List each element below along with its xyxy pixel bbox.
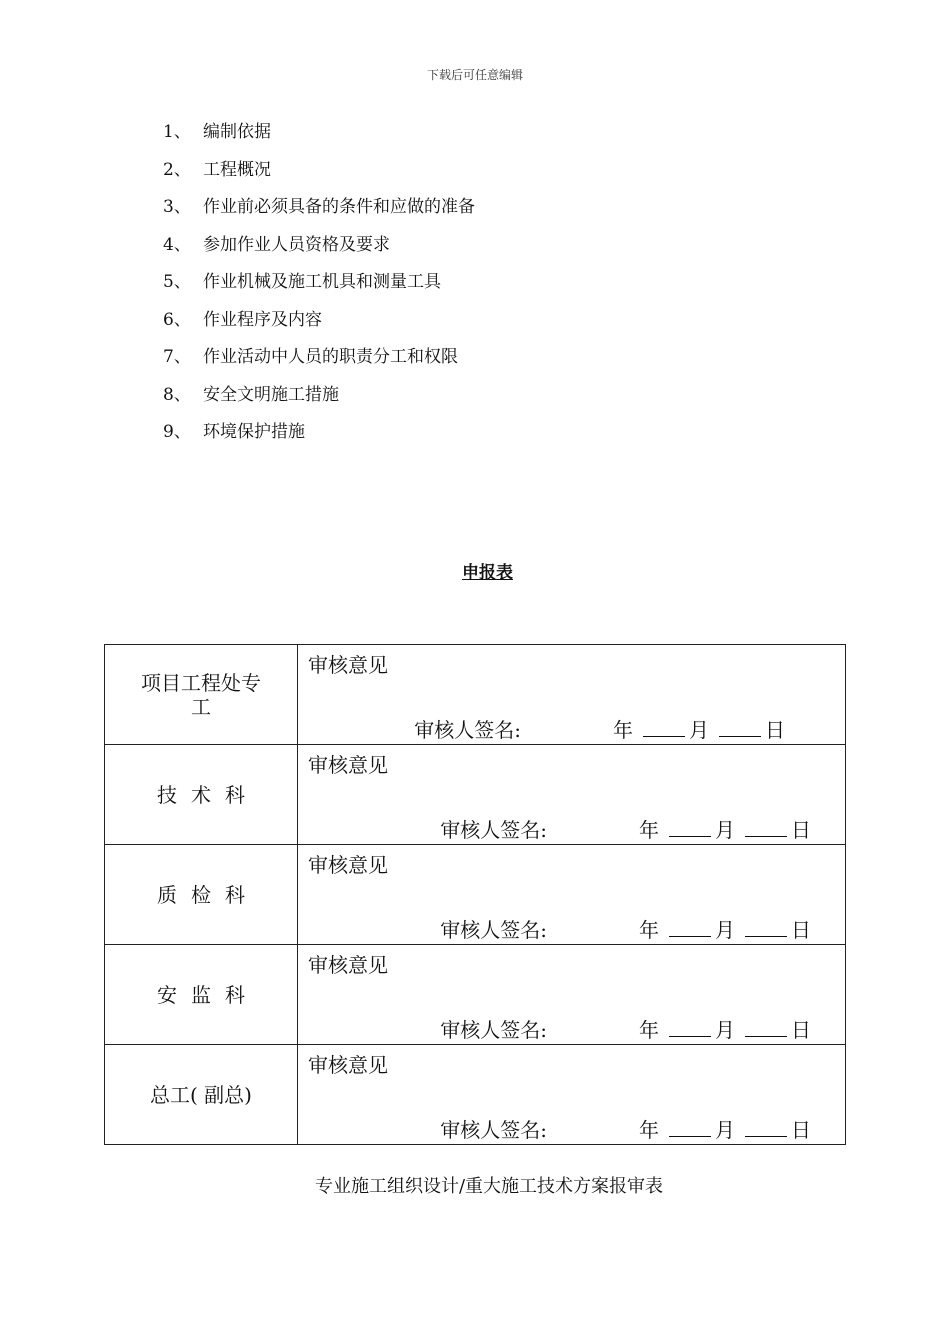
- opinion-label: 审核意见: [308, 1053, 388, 1077]
- day-blank[interactable]: [719, 722, 761, 737]
- table-row: [105, 845, 846, 945]
- review-cell[interactable]: [298, 1045, 846, 1145]
- day-blank[interactable]: [745, 822, 787, 837]
- toc-item: 4、 参加作业人员资格及要求: [163, 234, 390, 255]
- dept-label: 安监科: [157, 982, 259, 1007]
- day-blank[interactable]: [745, 1022, 787, 1037]
- opinion-label: 审核意见: [308, 653, 388, 677]
- opinion-label: 审核意见: [308, 753, 388, 777]
- dept-label: 总工( 副总): [150, 1082, 252, 1107]
- opinion-label: 审核意见: [308, 953, 388, 977]
- dept-cell: [105, 945, 298, 1045]
- signature-line: 审核人签名: 年 月 日: [440, 1018, 811, 1042]
- review-cell[interactable]: [298, 745, 846, 845]
- form-caption: 专业施工组织设计/重大施工技术方案报审表: [314, 1176, 664, 1197]
- toc-item: 7、 作业活动中人员的职责分工和权限: [163, 347, 458, 367]
- toc-item: 9、 环境保护措施: [163, 422, 305, 442]
- signature-line: 审核人签名: 年 月 日: [440, 818, 811, 842]
- signature-line: 审核人签名: 年 月 日: [440, 918, 811, 942]
- toc-item: 3、 作业前必须具备的条件和应做的准备: [163, 197, 475, 217]
- dept-label: 项目工程处专工: [141, 670, 261, 719]
- day-blank[interactable]: [745, 922, 787, 937]
- toc-item: 6、 作业程序及内容: [163, 309, 322, 330]
- review-table: [104, 644, 846, 1145]
- dept-cell: [105, 845, 298, 945]
- toc-item: 5、 作业机械及施工机具和测量工具: [163, 272, 441, 292]
- month-blank[interactable]: [669, 1122, 711, 1137]
- month-blank[interactable]: [643, 722, 685, 737]
- dept-cell: [105, 645, 298, 745]
- review-cell[interactable]: [298, 945, 846, 1045]
- toc-item: 1、 编制依据: [163, 122, 271, 142]
- dept-label: 质检科: [157, 882, 259, 907]
- toc-item: 2、 工程概况: [163, 159, 271, 180]
- review-cell[interactable]: [298, 845, 846, 945]
- month-blank[interactable]: [669, 822, 711, 837]
- form-title: 申报表: [462, 563, 513, 583]
- month-blank[interactable]: [669, 1022, 711, 1037]
- page-header: 下载后可任意编辑: [426, 68, 523, 82]
- dept-cell: [105, 1045, 298, 1145]
- review-cell[interactable]: [298, 645, 846, 745]
- table-row: [105, 1045, 846, 1145]
- table-row: [105, 645, 846, 745]
- table-row: [105, 945, 846, 1045]
- opinion-label: 审核意见: [308, 853, 388, 877]
- dept-cell: [105, 745, 298, 845]
- toc-item: 8、 安全文明施工措施: [163, 384, 339, 405]
- dept-label: 技术科: [157, 782, 259, 807]
- table-of-contents: [163, 118, 475, 456]
- signature-line: 审核人签名: 年 月 日: [440, 1118, 811, 1142]
- month-blank[interactable]: [669, 922, 711, 937]
- table-row: [105, 745, 846, 845]
- day-blank[interactable]: [745, 1122, 787, 1137]
- signature-line: 审核人签名: 年 月 日: [414, 718, 785, 742]
